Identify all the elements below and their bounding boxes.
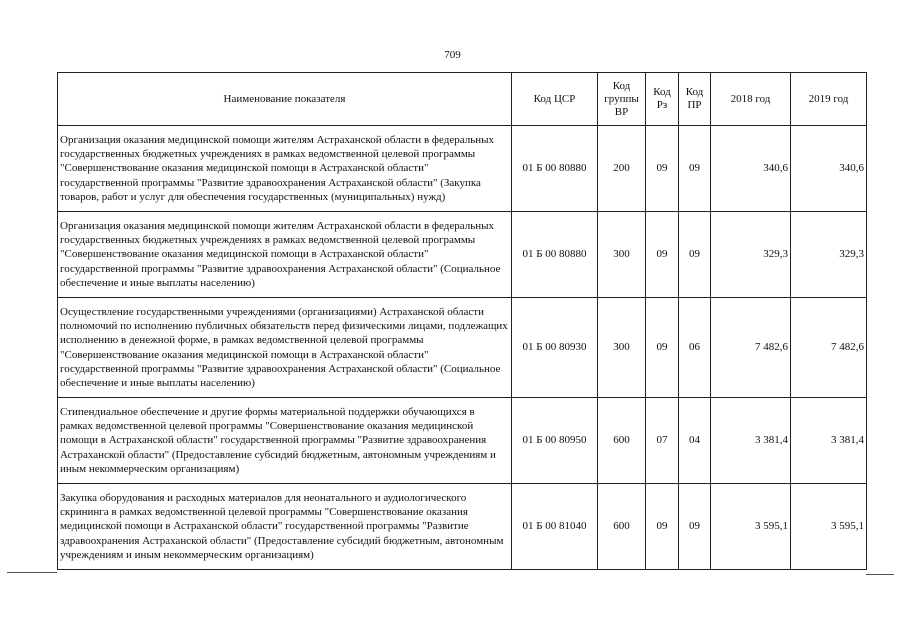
pr-code: 09 (679, 484, 711, 570)
indicator-name: Осуществление государственными учреждениями (организациями) Астраханской области полномочий по исполнению публичных обязательств перед физическими лицами, подлежащих исполнению в денежной форме, в рамках ведомственной целевой программы "Совершенствование оказания медицинской помощи в Астраханской области" государственной программы "Развитие здравоохранения Астраханской области" (Социальное обеспечение и иные выплаты населению) (58, 298, 512, 398)
csr-code: 01 Б 00 80880 (512, 126, 598, 212)
amount-2018: 340,6 (711, 126, 791, 212)
amount-2018: 329,3 (711, 212, 791, 298)
header-2018: 2018 год (711, 73, 791, 126)
pr-code: 09 (679, 212, 711, 298)
header-name: Наименование показателя (58, 73, 512, 126)
pr-code: 04 (679, 398, 711, 484)
rz-code: 09 (646, 126, 679, 212)
table-row (58, 484, 867, 570)
vr-code: 300 (598, 298, 646, 398)
margin-rule-left (7, 572, 57, 573)
margin-rule-right (866, 574, 894, 575)
page-number: 709 (444, 49, 461, 61)
header-2019: 2019 год (791, 73, 867, 126)
header-vr: Код группы ВР (598, 73, 646, 126)
rz-code: 09 (646, 212, 679, 298)
table-row (58, 212, 867, 298)
table-row (58, 398, 867, 484)
budget-table (57, 72, 867, 570)
amount-2019: 329,3 (791, 212, 867, 298)
indicator-name: Стипендиальное обеспечение и другие формы материальной поддержки обучающихся в рамках ведомственной целевой программы "Совершенствование оказания медицинской помощи в Астраханской области" государственной программы "Развитие здравоохранения Астраханской области" (Предоставление субсидий бюджетным, автономным учреждениям и иным некоммерческим организациям) (58, 398, 512, 484)
vr-code: 200 (598, 126, 646, 212)
vr-code: 600 (598, 398, 646, 484)
amount-2019: 3 381,4 (791, 398, 867, 484)
header-csr: Код ЦСР (512, 73, 598, 126)
header-rz: Код Рз (646, 73, 679, 126)
table-row (58, 126, 867, 212)
csr-code: 01 Б 00 80880 (512, 212, 598, 298)
indicator-name: Организация оказания медицинской помощи жителям Астраханской области в федеральных государственных бюджетных учреждениях в рамках ведомственной целевой программы "Совершенствование оказания медицинской помощи в Астраханской области" государственной программы "Развитие здравоохранения Астраханской области" (Социальное обеспечение и иные выплаты населению) (58, 212, 512, 298)
rz-code: 09 (646, 484, 679, 570)
indicator-name: Закупка оборудования и расходных материалов для неонатального и аудиологического скрининга в рамках ведомственной целевой программы "Совершенствование оказания медицинской помощи в Астраханской области" государственной программы "Развитие здравоохранения Астраханской области" (Предоставление субсидий бюджетным, автономным учреждениям и иным некоммерческим организациям) (58, 484, 512, 570)
header-pr: Код ПР (679, 73, 711, 126)
vr-code: 300 (598, 212, 646, 298)
pr-code: 09 (679, 126, 711, 212)
amount-2018: 7 482,6 (711, 298, 791, 398)
csr-code: 01 Б 00 80930 (512, 298, 598, 398)
pr-code: 06 (679, 298, 711, 398)
header-row (58, 73, 867, 126)
csr-code: 01 Б 00 81040 (512, 484, 598, 570)
amount-2019: 7 482,6 (791, 298, 867, 398)
amount-2018: 3 595,1 (711, 484, 791, 570)
rz-code: 07 (646, 398, 679, 484)
indicator-name: Организация оказания медицинской помощи жителям Астраханской области в федеральных государственных бюджетных учреждениях в рамках ведомственной целевой программы "Совершенствование оказания медицинской помощи в Астраханской области" государственной программы "Развитие здравоохранения Астраханской области" (Закупка товаров, работ и услуг для обеспечения государственных (муниципальных) нужд) (58, 126, 512, 212)
vr-code: 600 (598, 484, 646, 570)
table-row (58, 298, 867, 398)
amount-2019: 340,6 (791, 126, 867, 212)
amount-2019: 3 595,1 (791, 484, 867, 570)
amount-2018: 3 381,4 (711, 398, 791, 484)
csr-code: 01 Б 00 80950 (512, 398, 598, 484)
rz-code: 09 (646, 298, 679, 398)
